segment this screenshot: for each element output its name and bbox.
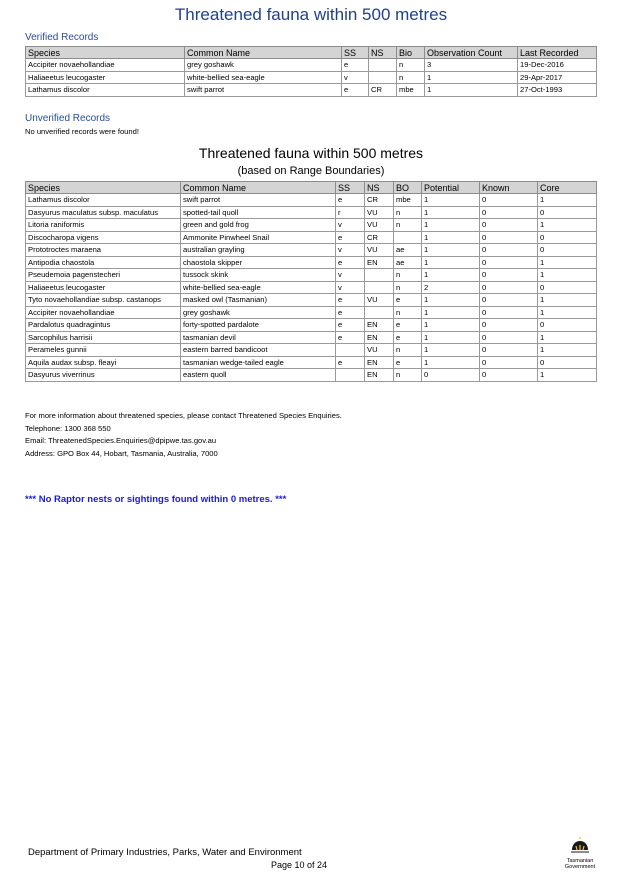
table-row: [26, 244, 597, 257]
table-row: [26, 319, 597, 332]
unverified-records-label: Unverified Records: [25, 113, 111, 124]
contact-info: [25, 410, 342, 461]
contact-email: Email: ThreatenedSpecies.Enquiries@dpipwe.tas.gov.au: [25, 436, 217, 446]
table-cell: 1: [538, 294, 597, 307]
table-row: [26, 281, 597, 294]
table-cell: 0: [480, 231, 538, 244]
table-cell: 0: [538, 206, 597, 219]
table-cell: 0: [480, 269, 538, 282]
table-cell: 1: [538, 194, 597, 207]
table-row: [26, 231, 597, 244]
table-cell: Accipiter novaehollandiae: [26, 306, 181, 319]
table-cell: [365, 269, 394, 282]
column-header: SS: [336, 182, 365, 194]
table-cell: Lathamus discolor: [26, 84, 185, 97]
table-cell: e: [336, 331, 365, 344]
column-header: Potential: [422, 182, 480, 194]
table-cell: 1: [422, 306, 480, 319]
table-cell: v: [342, 71, 369, 84]
table-cell: 1: [538, 306, 597, 319]
table-cell: 1: [422, 269, 480, 282]
table-cell: n: [397, 71, 425, 84]
table-cell: 1: [422, 206, 480, 219]
table-cell: v: [336, 281, 365, 294]
table-cell: VU: [365, 206, 394, 219]
range-title: Threatened fauna within 500 metres: [198, 145, 424, 161]
column-header: NS: [365, 182, 394, 194]
column-header: Species: [26, 47, 185, 59]
table-cell: Haliaeetus leucogaster: [26, 281, 181, 294]
table-cell: 1: [538, 344, 597, 357]
range-boundaries-table: [25, 181, 597, 382]
table-cell: e: [394, 294, 422, 307]
tasmanian-tiger-icon: [569, 836, 591, 856]
table-cell: 0: [538, 244, 597, 257]
table-row: [26, 84, 597, 97]
table-cell: VU: [365, 219, 394, 232]
table-cell: 3: [425, 59, 518, 72]
table-cell: Sarcophilus harrisii: [26, 331, 181, 344]
table-row: [26, 71, 597, 84]
table-cell: swift parrot: [181, 194, 336, 207]
page-number: Page 10 of 24: [271, 860, 328, 870]
table-cell: 1: [422, 194, 480, 207]
table-cell: 0: [480, 306, 538, 319]
table-cell: eastern quoll: [181, 369, 336, 382]
table-cell: CR: [365, 231, 394, 244]
table-cell: tussock skink: [181, 269, 336, 282]
table-cell: 1: [425, 71, 518, 84]
column-header: Observation Count: [425, 47, 518, 59]
table-cell: 29-Apr-2017: [518, 71, 597, 84]
table-cell: EN: [365, 319, 394, 332]
table-cell: 0: [538, 231, 597, 244]
table-cell: Dasyurus viverrinus: [26, 369, 181, 382]
table-cell: masked owl (Tasmanian): [181, 294, 336, 307]
table-cell: Aquila audax subsp. fleayi: [26, 356, 181, 369]
table-cell: 1: [422, 231, 480, 244]
table-cell: white-bellied sea-eagle: [185, 71, 342, 84]
table-cell: 1: [422, 294, 480, 307]
contact-intro: For more information about threatened species, please contact Threatened Species Enquiries.: [25, 411, 342, 420]
table-cell: 2: [422, 281, 480, 294]
table-cell: CR: [365, 194, 394, 207]
column-header: Common Name: [185, 47, 342, 59]
table-cell: 1: [538, 256, 597, 269]
table-cell: Pseudemoia pagenstecheri: [26, 269, 181, 282]
table-cell: 1: [422, 244, 480, 257]
table-cell: 1: [422, 344, 480, 357]
column-header: Species: [26, 182, 181, 194]
table-row: [26, 344, 597, 357]
table-cell: n: [394, 306, 422, 319]
column-header: BO: [394, 182, 422, 194]
table-cell: 0: [480, 206, 538, 219]
contact-telephone: Telephone: 1300 368 550: [25, 423, 111, 433]
table-cell: EN: [365, 356, 394, 369]
table-cell: n: [394, 206, 422, 219]
table-cell: e: [342, 84, 369, 97]
column-header: Last Recorded: [518, 47, 597, 59]
raptor-note: *** No Raptor nests or sightings found within 0 metres. ***: [25, 494, 287, 505]
table-cell: r: [336, 206, 365, 219]
table-cell: australian grayling: [181, 244, 336, 257]
table-cell: 1: [422, 356, 480, 369]
table-cell: 0: [480, 194, 538, 207]
table-cell: chaostola skipper: [181, 256, 336, 269]
table-cell: grey goshawk: [181, 306, 336, 319]
table-cell: e: [342, 59, 369, 72]
table-cell: 1: [422, 319, 480, 332]
table-cell: [394, 231, 422, 244]
table-cell: 1: [422, 256, 480, 269]
table-cell: e: [336, 319, 365, 332]
verified-records-table: [25, 46, 597, 97]
table-cell: 1: [422, 219, 480, 232]
table-cell: Dasyurus maculatus subsp. maculatus: [26, 206, 181, 219]
table-cell: e: [394, 319, 422, 332]
table-cell: ae: [394, 244, 422, 257]
column-header: Common Name: [181, 182, 336, 194]
table-cell: n: [394, 269, 422, 282]
table-cell: VU: [365, 344, 394, 357]
table-cell: [369, 71, 397, 84]
column-header: NS: [369, 47, 397, 59]
table-cell: mbe: [397, 84, 425, 97]
table-cell: Ammonite Pinwheel Snail: [181, 231, 336, 244]
verified-records-label: Verified Records: [25, 32, 99, 43]
table-cell: n: [394, 281, 422, 294]
table-cell: 0: [480, 319, 538, 332]
table-row: [26, 194, 597, 207]
table-cell: Tyto novaehollandiae subsp. castanops: [26, 294, 181, 307]
table-row: [26, 219, 597, 232]
table-cell: 0: [480, 256, 538, 269]
table-row: [26, 306, 597, 319]
column-header: Core: [538, 182, 597, 194]
table-cell: e: [336, 231, 365, 244]
table-cell: 0: [480, 356, 538, 369]
table-cell: 0: [480, 369, 538, 382]
table-row: [26, 256, 597, 269]
table-cell: white-bellied sea-eagle: [181, 281, 336, 294]
table-row: [26, 369, 597, 382]
table-cell: Prototroctes maraena: [26, 244, 181, 257]
table-cell: Accipiter novaehollandiae: [26, 59, 185, 72]
table-row: [26, 294, 597, 307]
table-cell: 0: [422, 369, 480, 382]
table-cell: EN: [365, 331, 394, 344]
table-cell: 1: [538, 269, 597, 282]
logo-text-line-2: Government: [564, 864, 596, 870]
table-cell: spotted-tail quoll: [181, 206, 336, 219]
table-cell: n: [394, 219, 422, 232]
unverified-note: No unverified records were found!: [25, 127, 139, 136]
table-cell: 1: [538, 331, 597, 344]
table-cell: v: [336, 269, 365, 282]
table-cell: grey goshawk: [185, 59, 342, 72]
table-cell: Pardalotus quadragintus: [26, 319, 181, 332]
table-cell: 1: [422, 331, 480, 344]
table-cell: 1: [425, 84, 518, 97]
table-cell: 19-Dec-2016: [518, 59, 597, 72]
table-cell: v: [336, 244, 365, 257]
table-cell: Perameles gunnii: [26, 344, 181, 357]
table-cell: Litoria raniformis: [26, 219, 181, 232]
table-row: [26, 269, 597, 282]
table-cell: n: [394, 369, 422, 382]
column-header: SS: [342, 47, 369, 59]
table-cell: 0: [480, 219, 538, 232]
table-cell: green and gold frog: [181, 219, 336, 232]
contact-address: Address: GPO Box 44, Hobart, Tasmania, Australia, 7000: [25, 449, 218, 459]
table-row: [26, 206, 597, 219]
table-cell: Lathamus discolor: [26, 194, 181, 207]
footer-department: Department of Primary Industries, Parks, Water and Environment: [28, 847, 302, 858]
table-cell: Antipodia chaostola: [26, 256, 181, 269]
range-subtitle: (based on Range Boundaries): [237, 165, 385, 177]
page-title: Threatened fauna within 500 metres: [174, 5, 448, 24]
logo-text-line-1: Tasmanian: [566, 858, 594, 864]
table-cell: 0: [538, 356, 597, 369]
table-cell: EN: [365, 369, 394, 382]
table-cell: 0: [538, 319, 597, 332]
table-cell: tasmanian devil: [181, 331, 336, 344]
table-cell: e: [336, 306, 365, 319]
table-cell: 0: [480, 281, 538, 294]
table-cell: 27-Oct-1993: [518, 84, 597, 97]
column-header: Bio: [397, 47, 425, 59]
table-cell: [336, 344, 365, 357]
table-cell: Discocharopa vigens: [26, 231, 181, 244]
table-cell: Haliaeetus leucogaster: [26, 71, 185, 84]
table-cell: 0: [480, 244, 538, 257]
column-header: Known: [480, 182, 538, 194]
table-cell: tasmanian wedge-tailed eagle: [181, 356, 336, 369]
table-cell: v: [336, 219, 365, 232]
table-cell: [336, 369, 365, 382]
table-row: [26, 356, 597, 369]
table-cell: 1: [538, 219, 597, 232]
table-cell: e: [336, 256, 365, 269]
table-cell: 0: [538, 281, 597, 294]
table-cell: [369, 59, 397, 72]
table-cell: [365, 306, 394, 319]
table-cell: e: [336, 356, 365, 369]
table-cell: [365, 281, 394, 294]
table-cell: e: [394, 356, 422, 369]
table-cell: e: [336, 294, 365, 307]
table-cell: e: [394, 331, 422, 344]
table-cell: eastern barred bandicoot: [181, 344, 336, 357]
table-cell: n: [394, 344, 422, 357]
table-cell: forty-spotted pardalote: [181, 319, 336, 332]
table-cell: swift parrot: [185, 84, 342, 97]
table-cell: 1: [538, 369, 597, 382]
tasmanian-government-logo: [558, 836, 602, 872]
table-row: [26, 59, 597, 72]
table-cell: 0: [480, 294, 538, 307]
table-cell: 0: [480, 331, 538, 344]
table-cell: VU: [365, 244, 394, 257]
table-cell: e: [336, 194, 365, 207]
table-cell: n: [397, 59, 425, 72]
table-cell: EN: [365, 256, 394, 269]
table-row: [26, 331, 597, 344]
table-cell: CR: [369, 84, 397, 97]
table-cell: ae: [394, 256, 422, 269]
table-cell: mbe: [394, 194, 422, 207]
table-cell: 0: [480, 344, 538, 357]
table-cell: VU: [365, 294, 394, 307]
